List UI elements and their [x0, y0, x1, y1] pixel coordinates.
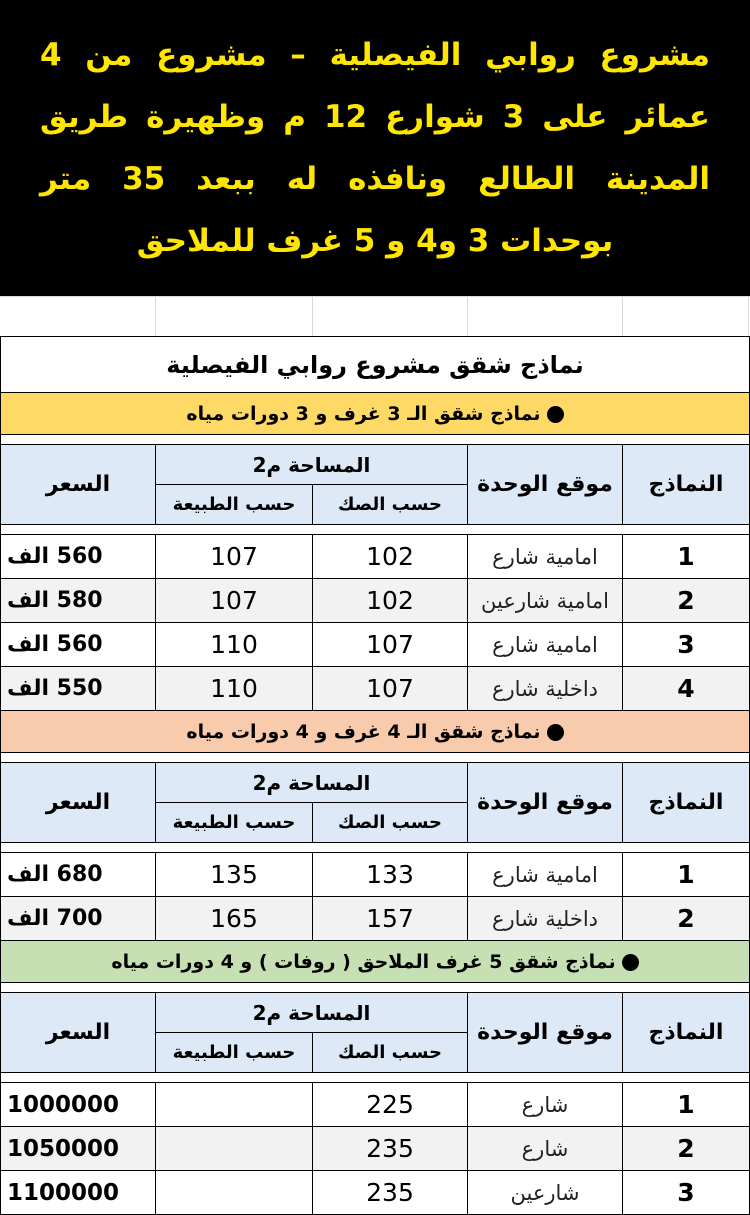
header-by-nature: حسب الطبيعة [156, 485, 313, 525]
table-row [1, 579, 750, 623]
bullet-icon [547, 724, 564, 741]
model-cell: 3 [623, 1171, 750, 1215]
header-by-nature: حسب الطبيعة [156, 803, 313, 843]
area-nature-cell: 110 [156, 623, 313, 667]
header-area: المساحة م2 [156, 763, 468, 803]
area-deed-cell: 102 [313, 535, 468, 579]
header-by-deed: حسب الصك [313, 803, 468, 843]
header-by-deed: حسب الصك [313, 1033, 468, 1073]
header-by-deed: حسب الصك [313, 485, 468, 525]
model-cell: 2 [623, 579, 750, 623]
banner-line-4: بوحدات 3 و4 و 5 غرف للملاحق [136, 223, 614, 259]
table-row [1, 1171, 750, 1215]
model-cell: 1 [623, 853, 750, 897]
area-nature-cell: 110 [156, 667, 313, 711]
header-area: المساحة م2 [156, 993, 468, 1033]
price-cell: 580 الف [1, 579, 156, 623]
area-deed-cell: 235 [313, 1171, 468, 1215]
header-by-nature: حسب الطبيعة [156, 1033, 313, 1073]
bullet-icon [547, 406, 564, 423]
location-cell: شارع [468, 1127, 623, 1171]
price-cell: 700 الف [1, 897, 156, 941]
area-nature-cell: 107 [156, 535, 313, 579]
banner-line-3: المدينة الطالع ونافذه له ببعد 35 متر [40, 161, 710, 197]
price-cell: 1000000 [1, 1083, 156, 1127]
banner-line-1: مشروع روابي الفيصلية – مشروع من 4 [40, 37, 710, 73]
model-cell: 1 [623, 535, 750, 579]
location-cell: شارعين [468, 1171, 623, 1215]
area-deed-cell: 107 [313, 623, 468, 667]
section-title-text: نماذج شقق 5 غرف الملاحق ( روفات ) و 4 دورات مياه [111, 950, 616, 973]
header-price: السعر [1, 445, 156, 525]
table-row [1, 1127, 750, 1171]
area-deed-cell: 157 [313, 897, 468, 941]
area-deed-cell: 225 [313, 1083, 468, 1127]
location-cell: داخلية شارع [468, 897, 623, 941]
project-banner [0, 0, 750, 296]
spreadsheet-gridlines [0, 296, 750, 336]
price-cell: 560 الف [1, 535, 156, 579]
price-cell: 550 الف [1, 667, 156, 711]
section-title [1, 941, 750, 983]
price-cell: 680 الف [1, 853, 156, 897]
section-title-text: نماذج شقق الـ 4 غرف و 4 دورات مياه [186, 720, 541, 743]
table-row [1, 623, 750, 667]
table-row [1, 667, 750, 711]
location-cell: شارع [468, 1083, 623, 1127]
model-cell: 3 [623, 623, 750, 667]
header-location: موقع الوحدة [468, 993, 623, 1073]
bullet-icon [622, 954, 639, 971]
header-models: النماذج [623, 445, 750, 525]
section-title-text: نماذج شقق الـ 3 غرف و 3 دورات مياه [186, 402, 541, 425]
area-deed-cell: 133 [313, 853, 468, 897]
area-nature-cell [156, 1083, 313, 1127]
price-cell: 560 الف [1, 623, 156, 667]
model-cell: 1 [623, 1083, 750, 1127]
header-price: السعر [1, 993, 156, 1073]
section-title [1, 711, 750, 753]
banner-line-2: عمائر على 3 شوارع 12 م وظهيرة طريق [40, 99, 710, 135]
location-cell: داخلية شارع [468, 667, 623, 711]
model-cell: 2 [623, 897, 750, 941]
header-location: موقع الوحدة [468, 445, 623, 525]
header-area: المساحة م2 [156, 445, 468, 485]
header-price: السعر [1, 763, 156, 843]
table-row [1, 535, 750, 579]
header-models: النماذج [623, 763, 750, 843]
header-models: النماذج [623, 993, 750, 1073]
table-title: نماذج شقق مشروع روابي الفيصلية [1, 337, 750, 393]
table-row [1, 853, 750, 897]
area-nature-cell: 135 [156, 853, 313, 897]
location-cell: امامية شارع [468, 623, 623, 667]
model-cell: 2 [623, 1127, 750, 1171]
area-nature-cell: 107 [156, 579, 313, 623]
area-nature-cell [156, 1127, 313, 1171]
table-row [1, 1083, 750, 1127]
section-title [1, 393, 750, 435]
price-cell: 1100000 [1, 1171, 156, 1215]
location-cell: امامية شارعين [468, 579, 623, 623]
location-cell: امامية شارع [468, 853, 623, 897]
area-deed-cell: 102 [313, 579, 468, 623]
area-nature-cell [156, 1171, 313, 1215]
area-deed-cell: 235 [313, 1127, 468, 1171]
model-cell: 4 [623, 667, 750, 711]
area-deed-cell: 107 [313, 667, 468, 711]
location-cell: امامية شارع [468, 535, 623, 579]
table-row [1, 897, 750, 941]
header-location: موقع الوحدة [468, 763, 623, 843]
apartment-models-table [0, 336, 750, 1215]
price-cell: 1050000 [1, 1127, 156, 1171]
area-nature-cell: 165 [156, 897, 313, 941]
